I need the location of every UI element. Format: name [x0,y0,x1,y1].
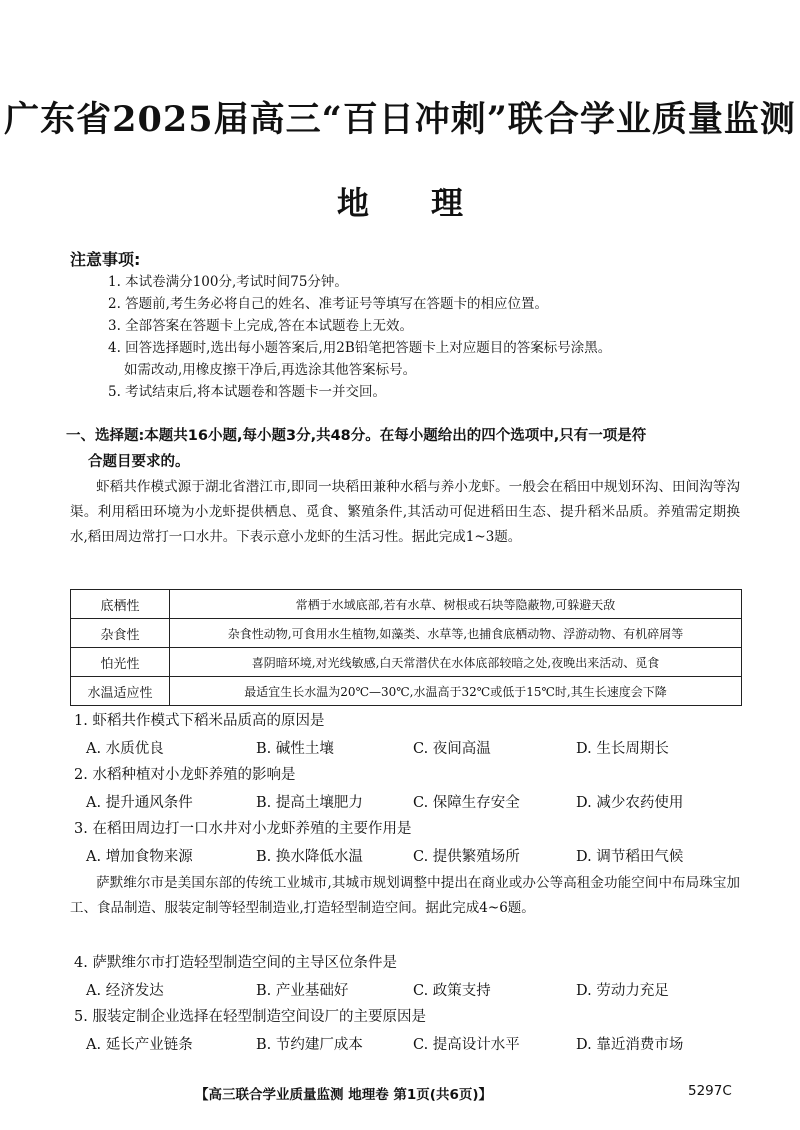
table-row [71,619,742,648]
notice-item-continuation: 如需改动,用橡皮擦干净后,再选涂其他答案标号。 [124,362,417,378]
option-b: B. 节约建厂成本 [256,1037,363,1053]
notice-item: 1. 本试卷满分100分,考试时间75分钟。 [108,274,348,290]
option-d: D. 靠近消费市场 [576,1037,684,1053]
table-value-cell: 最适宜生长水温为20℃—30℃,水温高于32℃或低于15℃时,其生长速度会下降 [170,677,742,706]
table-key-cell: 底栖性 [71,590,170,619]
passage-text: 萨默维尔市是美国东部的传统工业城市,其城市规划调整中提出在商业或办公等高租金功能空间中布局珠宝加工、食品制造、服装定制等轻型制造业,打造轻型制造空间。据此完成4~6题。 [70,875,740,916]
notice-item: 3. 全部答案在答题卡上完成,答在本试题卷上无效。 [108,318,413,334]
option-a: A. 提升通风条件 [86,795,193,811]
question-2-options [86,791,746,817]
footer-exam-code: 5297C [688,1083,732,1099]
notice-heading: 注意事项: [70,250,141,269]
subject-title: 地理 [336,184,525,222]
option-d: D. 调节稻田气候 [576,849,684,865]
notice-list [108,271,748,403]
question-4-options [86,979,746,1005]
table-row [71,677,742,706]
table-row [71,648,742,677]
option-b: B. 提高土壤肥力 [256,795,363,811]
option-c: C. 政策支持 [413,983,491,999]
table-key-cell: 怕光性 [71,648,170,677]
table-key-cell: 水温适应性 [71,677,170,706]
section-heading-line: 一、选择题:本题共16小题,每小题3分,共48分。在每小题给出的四个选项中,只有一项是符 [66,428,647,444]
section-heading-line: 合题目要求的。 [88,454,190,470]
option-d: D. 劳动力充足 [576,983,669,999]
crayfish-traits-table [70,589,742,706]
table-value-cell: 杂食性动物,可食用水生植物,如藻类、水草等,也捕食底栖动物、浮游动物、有机碎屑等 [170,619,742,648]
table-value-cell: 喜阴暗环境,对光线敏感,白天常潜伏在水体底部较暗之处,夜晚出来活动、觅食 [170,648,742,677]
question-3-options [86,845,746,871]
question-4-stem: 4. 萨默维尔市打造轻型制造空间的主导区位条件是 [74,955,397,971]
section-heading [66,423,746,475]
passage-crayfish [70,475,740,550]
question-1-options [86,737,746,763]
option-b: B. 产业基础好 [256,983,349,999]
question-5-options [86,1033,746,1059]
option-c: C. 夜间高温 [413,741,491,757]
footer-page-info: 【高三联合学业质量监测 地理卷 第1页(共6页)】 [195,1087,493,1103]
option-a: A. 增加食物来源 [86,849,193,865]
question-1-stem: 1. 虾稻共作模式下稻米品质高的原因是 [74,713,325,729]
page-title: 广东省2025届高三“百日冲刺”联合学业质量监测 [4,99,796,140]
table-key-cell: 杂食性 [71,619,170,648]
option-c: C. 提供繁殖场所 [413,849,520,865]
notice-item: 2. 答题前,考生务必将自己的姓名、准考证号等填写在答题卡的相应位置。 [108,296,548,312]
option-a: A. 延长产业链条 [86,1037,193,1053]
option-d: D. 生长周期长 [576,741,669,757]
notice-item: 5. 考试结束后,将本试题卷和答题卡一并交回。 [108,384,386,400]
question-3-stem: 3. 在稻田周边打一口水井对小龙虾养殖的主要作用是 [74,821,412,837]
option-b: B. 换水降低水温 [256,849,363,865]
notice-item: 4. 回答选择题时,选出每小题答案后,用2B铅笔把答题卡上对应题目的答案标号涂黑。 [108,340,612,356]
question-5-stem: 5. 服装定制企业选择在轻型制造空间设厂的主要原因是 [74,1009,426,1025]
option-c: C. 保障生存安全 [413,795,520,811]
passage-somerville [70,871,740,921]
option-c: C. 提高设计水平 [413,1037,520,1053]
option-a: A. 水质优良 [86,741,164,757]
option-d: D. 减少农药使用 [576,795,684,811]
passage-text: 虾稻共作模式源于湖北省潜江市,即同一块稻田兼种水稻与养小龙虾。一般会在稻田中规划环沟、田间沟等沟渠。利用稻田环境为小龙虾提供栖息、觅食、繁殖条件,其活动可促进稻田生态、提升稻米品质。养殖需定期换水,稻田周边常打一口水井。下表示意小龙虾的生活习性。据此完成1~3题。 [70,479,740,545]
question-2-stem: 2. 水稻种植对小龙虾养殖的影响是 [74,767,296,783]
table-row [71,590,742,619]
option-b: B. 碱性土壤 [256,741,334,757]
option-a: A. 经济发达 [86,983,164,999]
table-value-cell: 常栖于水域底部,若有水草、树根或石块等隐蔽物,可躲避天敌 [170,590,742,619]
